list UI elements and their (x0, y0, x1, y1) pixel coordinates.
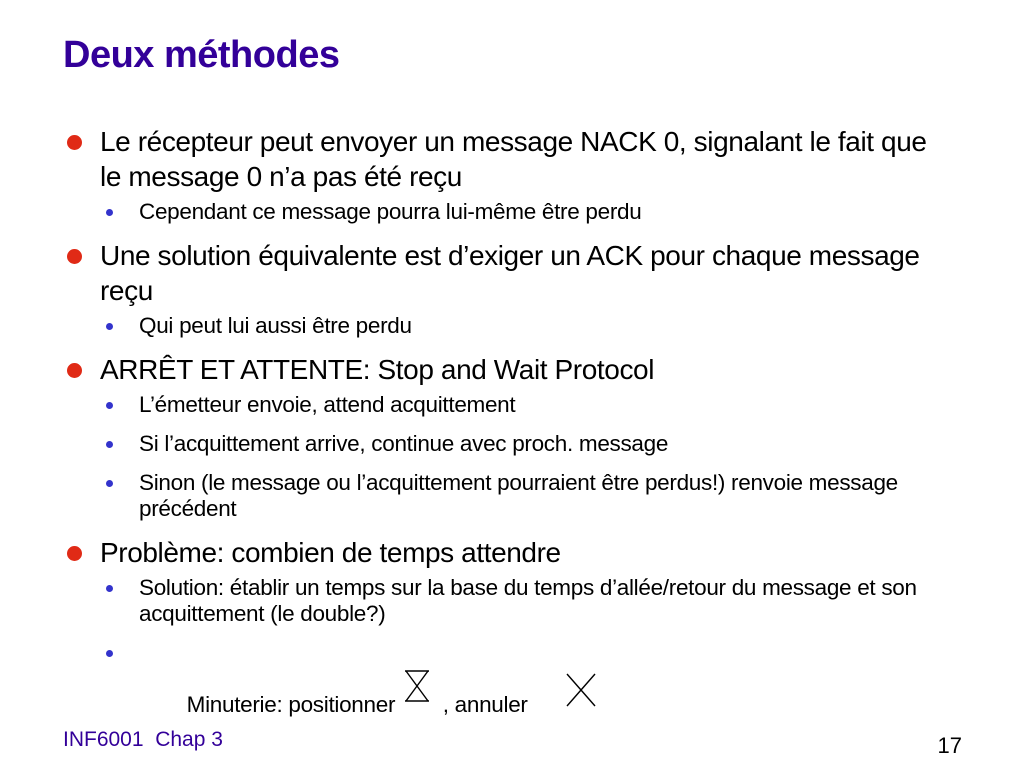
bullet-item (62, 238, 942, 308)
sub-bullet-list (62, 392, 942, 522)
sub-bullet-list (62, 575, 942, 744)
hourglass-timer-icon (404, 670, 430, 702)
sub-bullet-item (62, 392, 942, 418)
bullet-item (62, 535, 942, 570)
bullet-dot-icon (67, 249, 82, 264)
bullet-dot-icon (67, 363, 82, 378)
sub-bullet-item (62, 431, 942, 457)
slide-title: Deux méthodes (63, 34, 340, 76)
sub-bullet-text: Si l’acquittement arrive, continue avec proch. message (139, 431, 669, 456)
sub-bullet-dot-icon (106, 441, 113, 448)
bullet-dot-icon (67, 546, 82, 561)
bullet-text: Le récepteur peut envoyer un message NACK 0, signalant le fait que le message 0 n’a pas été reçu (100, 126, 927, 192)
cross-cancel-icon (565, 672, 597, 708)
sub-bullet-dot-icon (106, 402, 113, 409)
sub-bullet-dot-icon (106, 585, 113, 592)
bullet-dot-icon (67, 135, 82, 150)
bullet-text: Une solution équivalente est d’exiger un ACK pour chaque message reçu (100, 240, 920, 306)
bullet-text: Problème: combien de temps attendre (100, 537, 561, 568)
sub-bullet-list (62, 313, 942, 339)
sub-bullet-text: Minuterie: positionner , annuler (186, 692, 528, 717)
bullet-text: ARRÊT ET ATTENTE: Stop and Wait Protocol (100, 354, 655, 385)
sub-bullet-list (62, 199, 942, 225)
sub-bullet-dot-icon (106, 650, 113, 657)
sub-bullet-text: L’émetteur envoie, attend acquittement (139, 392, 516, 417)
footer-course-label: INF6001 Chap 3 (63, 728, 223, 751)
sub-bullet-item (62, 313, 942, 339)
sub-bullet-text: Qui peut lui aussi être perdu (139, 313, 412, 338)
sub-bullet-text: Solution: établir un temps sur la base du temps d’allée/retour du message et son acquittement (le double?) (139, 575, 917, 626)
sub-bullet-dot-icon (106, 323, 113, 330)
sub-bullet-item (62, 575, 942, 627)
sub-bullet-text: Sinon (le message ou l’acquittement pourraient être perdus!) renvoie message précédent (139, 470, 898, 521)
bullet-item (62, 124, 942, 194)
bullet-item (62, 352, 942, 387)
sub-bullet-item (62, 199, 942, 225)
bullet-list (62, 124, 942, 757)
sub-bullet-item (62, 470, 942, 522)
sub-bullet-text: Cependant ce message pourra lui-même être perdu (139, 199, 642, 224)
sub-bullet-dot-icon (106, 480, 113, 487)
page-number: 17 (937, 733, 962, 758)
sub-bullet-dot-icon (106, 209, 113, 216)
